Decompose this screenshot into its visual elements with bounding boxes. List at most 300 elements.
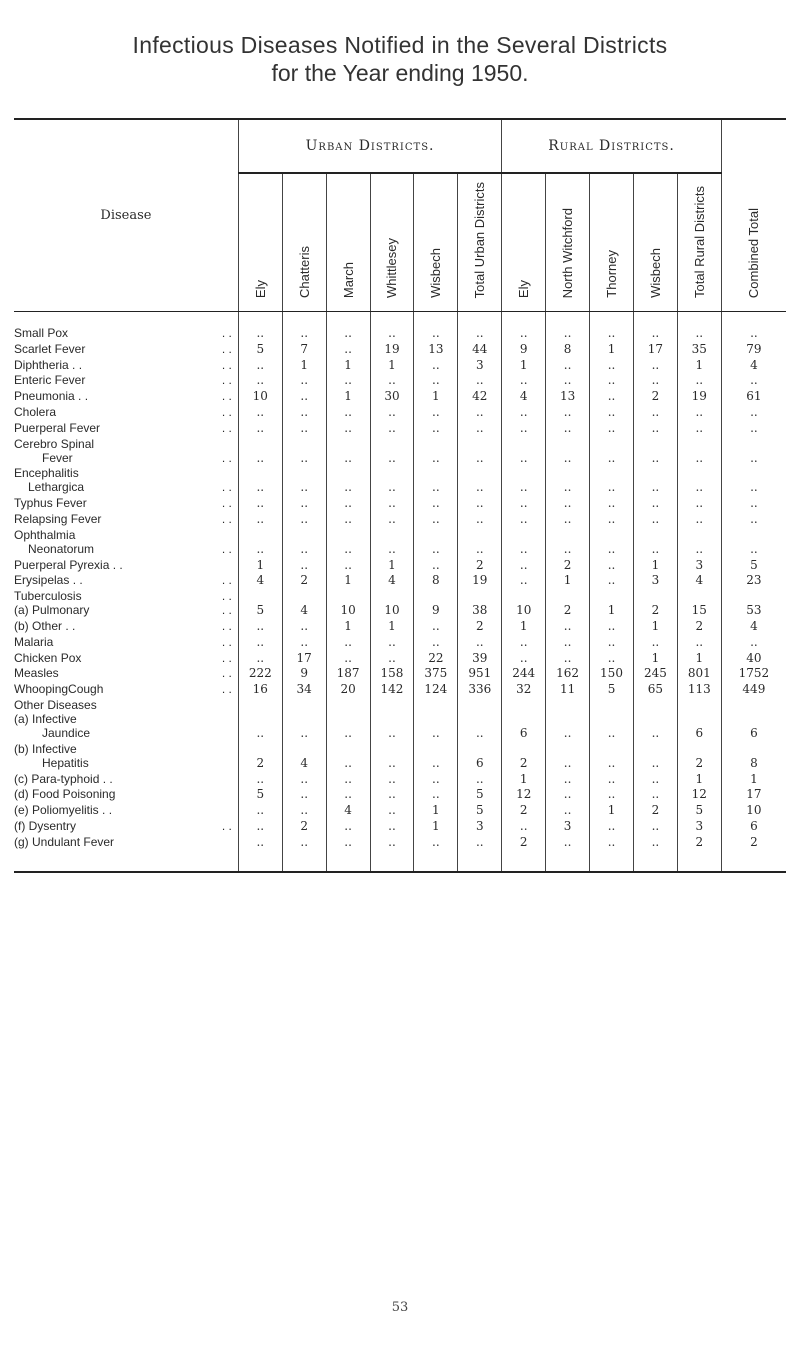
disease-name: (g) Undulant Fever [14, 835, 238, 872]
table-cell: 22 [414, 651, 458, 667]
urban-districts-header: Urban Districts. [238, 119, 501, 173]
table-cell: .. [546, 451, 590, 467]
table-cell: .. [546, 512, 590, 528]
table-cell: 42 [458, 389, 502, 405]
disease-name: . . Measles [14, 666, 238, 682]
table-cell: 34 [282, 682, 326, 698]
table-cell: .. [414, 558, 458, 574]
column-header: Thorney [590, 173, 634, 312]
table-cell: .. [721, 421, 786, 437]
table-cell: 15 [677, 603, 721, 619]
table-cell: .. [590, 619, 634, 635]
dot-leader: . . [221, 357, 232, 372]
table-cell: 375 [414, 666, 458, 682]
table-cell: 245 [633, 666, 677, 682]
table-cell [458, 698, 502, 712]
table-cell [590, 528, 634, 542]
table-row [14, 528, 786, 542]
table-cell: .. [546, 635, 590, 651]
table-cell: 1 [677, 358, 721, 374]
table-cell: 1 [502, 358, 546, 374]
table-cell: .. [633, 756, 677, 772]
table-cell: 1 [502, 772, 546, 788]
table-cell: .. [282, 803, 326, 819]
table-cell: .. [721, 312, 786, 342]
dot-leader: . . [221, 404, 232, 419]
table-cell [282, 698, 326, 712]
table-cell [502, 698, 546, 712]
table-cell: .. [370, 635, 414, 651]
column-header: North Witchford [546, 173, 590, 312]
table-row [14, 496, 786, 512]
table-cell: .. [502, 373, 546, 389]
disease-name: (a) Infective [14, 711, 77, 726]
table-cell: .. [370, 421, 414, 437]
disease-name: . . Fever [14, 451, 238, 467]
column-header: Combined Total [721, 119, 786, 312]
table-cell: .. [590, 373, 634, 389]
table-cell: .. [502, 312, 546, 342]
table-cell: .. [326, 342, 370, 358]
table-cell: .. [546, 312, 590, 342]
dot-leader: . . [221, 666, 232, 681]
table-cell: .. [458, 421, 502, 437]
table-cell: 5 [458, 803, 502, 819]
column-header: March [326, 173, 370, 312]
table-cell [370, 466, 414, 480]
table-cell: .. [238, 421, 282, 437]
table-cell [677, 742, 721, 756]
table-cell: 40 [721, 651, 786, 667]
table-cell: .. [370, 819, 414, 835]
table-cell: .. [326, 512, 370, 528]
table-cell: .. [326, 726, 370, 742]
page-subtitle: for the Year ending 1950. [271, 60, 529, 86]
table-cell [238, 698, 282, 712]
table-cell: 4 [721, 619, 786, 635]
table-cell: .. [238, 651, 282, 667]
dot-leader: . . [221, 541, 232, 556]
table-cell: 17 [633, 342, 677, 358]
table-cell: .. [633, 635, 677, 651]
table-cell: 10 [238, 389, 282, 405]
table-cell: .. [370, 803, 414, 819]
table-cell [414, 437, 458, 451]
table-cell: .. [502, 651, 546, 667]
table-cell: .. [546, 726, 590, 742]
disease-name: . . Scarlet Fever [14, 342, 238, 358]
table-cell [326, 466, 370, 480]
table-cell: .. [502, 819, 546, 835]
table-cell: .. [370, 787, 414, 803]
table-cell: 5 [721, 558, 786, 574]
table-cell: 11 [546, 682, 590, 698]
table-cell [282, 589, 326, 603]
table-row [14, 666, 786, 682]
table-cell: .. [326, 558, 370, 574]
table-cell: .. [238, 726, 282, 742]
table-cell: 1 [326, 358, 370, 374]
table-cell: 8 [546, 342, 590, 358]
table-cell [721, 589, 786, 603]
disease-name: . . Cholera [14, 405, 238, 421]
table-cell: 2 [458, 558, 502, 574]
table-cell: .. [590, 512, 634, 528]
table-cell [590, 712, 634, 726]
table-cell: .. [502, 573, 546, 589]
table-cell: 1 [633, 619, 677, 635]
table-row [14, 619, 786, 635]
table-cell: .. [546, 835, 590, 872]
table-cell [282, 742, 326, 756]
dot-leader: . . [221, 589, 232, 604]
table-cell [282, 437, 326, 451]
table-cell: .. [590, 358, 634, 374]
table-cell: 5 [590, 682, 634, 698]
table-cell: 1 [282, 358, 326, 374]
table-cell [677, 528, 721, 542]
table-cell: .. [546, 803, 590, 819]
table-cell: 1 [546, 573, 590, 589]
dot-leader: . . [221, 389, 232, 404]
table-cell: .. [677, 635, 721, 651]
table-cell: 8 [721, 756, 786, 772]
disease-header: Disease [14, 119, 238, 312]
table-row [14, 512, 786, 528]
table-cell: .. [326, 451, 370, 467]
table-cell: .. [633, 772, 677, 788]
table-cell: 12 [677, 787, 721, 803]
table-cell: 162 [546, 666, 590, 682]
table-cell: .. [721, 451, 786, 467]
table-cell [370, 742, 414, 756]
table-cell: .. [677, 512, 721, 528]
table-cell: 1 [370, 558, 414, 574]
table-cell [677, 712, 721, 726]
table-cell: .. [414, 373, 458, 389]
table-cell: 1 [326, 619, 370, 635]
table-cell: .. [238, 835, 282, 872]
table-cell: .. [326, 772, 370, 788]
table-cell: .. [546, 496, 590, 512]
table-cell [282, 712, 326, 726]
table-row [14, 742, 786, 756]
table-cell: .. [633, 512, 677, 528]
table-cell: 3 [458, 358, 502, 374]
table-cell: .. [590, 726, 634, 742]
table-row [14, 573, 786, 589]
table-cell [677, 437, 721, 451]
table-cell: 38 [458, 603, 502, 619]
table-cell: .. [370, 512, 414, 528]
table-cell: .. [282, 421, 326, 437]
table-cell: .. [458, 496, 502, 512]
table-cell: 6 [721, 726, 786, 742]
column-header: Total Rural Districts [677, 173, 721, 312]
table-cell: .. [502, 421, 546, 437]
table-cell: .. [633, 835, 677, 872]
table-cell: .. [633, 421, 677, 437]
table-cell: .. [677, 421, 721, 437]
table-cell: 3 [677, 819, 721, 835]
table-cell [458, 589, 502, 603]
dot-leader: . . [221, 496, 232, 511]
disease-name: (b) Infective [14, 741, 77, 756]
disease-name: (c) Para-typhoid . . [14, 771, 113, 786]
table-cell: 2 [546, 558, 590, 574]
table-cell: .. [502, 496, 546, 512]
table-cell [414, 466, 458, 480]
dot-leader: . . [221, 450, 232, 465]
disease-name: Jaundice [42, 725, 91, 740]
disease-name: . . (a) Pulmonary [14, 603, 238, 619]
dot-leader: . . [221, 420, 232, 435]
disease-name: . . Small Pox [14, 312, 238, 342]
table-cell: .. [282, 726, 326, 742]
disease-name: . . Relapsing Fever [14, 512, 238, 528]
table-cell: .. [502, 512, 546, 528]
table-cell: 1 [370, 619, 414, 635]
table-cell: .. [282, 558, 326, 574]
table-cell: .. [326, 312, 370, 342]
table-cell: 1 [633, 651, 677, 667]
table-cell: 20 [326, 682, 370, 698]
table-cell [546, 466, 590, 480]
table-row [14, 819, 786, 835]
table-cell: .. [546, 651, 590, 667]
table-cell: 1 [414, 819, 458, 835]
table-row [14, 451, 786, 467]
table-cell: .. [590, 421, 634, 437]
column-header: Total Urban Districts [458, 173, 502, 312]
table-cell [721, 466, 786, 480]
table-cell: .. [458, 405, 502, 421]
table-cell: .. [502, 558, 546, 574]
disease-name: Other Diseases [14, 697, 97, 712]
table-cell: .. [282, 542, 326, 558]
table-cell: 4 [677, 573, 721, 589]
table-cell: .. [633, 480, 677, 496]
table-cell [326, 589, 370, 603]
table-cell: .. [721, 635, 786, 651]
table-cell: .. [238, 373, 282, 389]
table-cell: .. [238, 358, 282, 374]
table-cell: .. [633, 496, 677, 512]
table-cell [326, 698, 370, 712]
table-cell: .. [633, 451, 677, 467]
table-row [14, 835, 786, 872]
table-cell: .. [370, 756, 414, 772]
disease-name: . . Diphtheria . . [14, 358, 238, 374]
table-cell: .. [414, 542, 458, 558]
table-cell: 142 [370, 682, 414, 698]
table-cell [282, 528, 326, 542]
table-cell: .. [326, 651, 370, 667]
disease-name: . . (b) Other . . [14, 619, 238, 635]
table-row [14, 558, 786, 574]
table-cell: .. [590, 756, 634, 772]
table-cell: 2 [677, 756, 721, 772]
table-row [14, 437, 786, 451]
table-cell [721, 742, 786, 756]
table-cell: 2 [633, 389, 677, 405]
table-cell [238, 742, 282, 756]
table-cell [370, 589, 414, 603]
table-cell: .. [282, 405, 326, 421]
table-cell [502, 742, 546, 756]
table-cell: .. [326, 787, 370, 803]
table-cell: .. [721, 542, 786, 558]
table-cell: .. [282, 635, 326, 651]
table-cell: .. [238, 312, 282, 342]
table-row [14, 589, 786, 603]
table-cell: .. [238, 803, 282, 819]
table-cell: .. [414, 835, 458, 872]
disease-name: . . Chicken Pox [14, 651, 238, 667]
table-cell: 4 [238, 573, 282, 589]
table-cell: .. [326, 421, 370, 437]
table-cell: .. [326, 373, 370, 389]
table-cell: .. [414, 496, 458, 512]
dot-leader: . . [221, 618, 232, 633]
table-row [14, 358, 786, 374]
table-cell: 61 [721, 389, 786, 405]
disease-name: . . Malaria [14, 635, 238, 651]
table-cell: 9 [282, 666, 326, 682]
dot-leader: . . [221, 634, 232, 649]
table-cell: 2 [677, 619, 721, 635]
dot-leader: . . [221, 603, 232, 618]
table-cell: .. [282, 772, 326, 788]
table-cell: 1 [721, 772, 786, 788]
table-cell: .. [370, 496, 414, 512]
table-cell: .. [414, 358, 458, 374]
table-row [14, 712, 786, 726]
table-cell [326, 528, 370, 542]
table-cell: 158 [370, 666, 414, 682]
table-cell: 113 [677, 682, 721, 698]
table-cell: .. [677, 542, 721, 558]
disease-name: . . Puerperal Fever [14, 421, 238, 437]
table-cell: 4 [326, 803, 370, 819]
column-header: Wisbech [414, 173, 458, 312]
table-cell: 4 [282, 756, 326, 772]
table-cell [546, 437, 590, 451]
table-cell: .. [633, 542, 677, 558]
table-cell [414, 589, 458, 603]
table-cell: .. [458, 726, 502, 742]
table-cell [721, 437, 786, 451]
table-cell: .. [502, 480, 546, 496]
dot-leader: . . [221, 326, 232, 340]
table-cell: .. [282, 787, 326, 803]
table-cell: 2 [633, 603, 677, 619]
table-cell [326, 712, 370, 726]
table-cell: .. [546, 787, 590, 803]
table-cell: .. [326, 835, 370, 872]
table-cell: 35 [677, 342, 721, 358]
table-cell: 23 [721, 573, 786, 589]
table-cell: .. [677, 480, 721, 496]
disease-name: . . Enteric Fever [14, 373, 238, 389]
table-cell: .. [370, 651, 414, 667]
table-cell: .. [282, 496, 326, 512]
table-cell: .. [721, 496, 786, 512]
table-cell: 19 [370, 342, 414, 358]
table-row [14, 373, 786, 389]
table-cell: .. [546, 480, 590, 496]
table-cell: .. [414, 787, 458, 803]
table-cell: 6 [458, 756, 502, 772]
table-cell: 2 [282, 573, 326, 589]
dot-leader: . . [221, 682, 232, 697]
table-cell: 13 [414, 342, 458, 358]
table-cell: .. [282, 512, 326, 528]
table-cell: .. [677, 405, 721, 421]
table-cell: .. [458, 635, 502, 651]
table-cell: 1752 [721, 666, 786, 682]
dot-leader: . . [221, 650, 232, 665]
table-cell: .. [414, 619, 458, 635]
disease-name: . . (f) Dysentry [14, 819, 238, 835]
table-cell: .. [590, 772, 634, 788]
table-cell: .. [590, 558, 634, 574]
table-cell: .. [502, 635, 546, 651]
table-cell: .. [238, 542, 282, 558]
table-cell: .. [590, 480, 634, 496]
table-cell: 5 [238, 603, 282, 619]
table-cell: .. [590, 312, 634, 342]
disease-name: . . Erysipelas . . [14, 573, 238, 589]
table-row [14, 542, 786, 558]
table-cell: .. [238, 480, 282, 496]
table-cell [721, 528, 786, 542]
table-row [14, 342, 786, 358]
table-cell: 4 [370, 573, 414, 589]
table-cell: .. [590, 835, 634, 872]
disease-name: . . WhoopingCough [14, 682, 238, 698]
table-cell: 10 [370, 603, 414, 619]
table-cell: 1 [677, 651, 721, 667]
table-row [14, 651, 786, 667]
table-cell: 4 [721, 358, 786, 374]
table-cell [238, 712, 282, 726]
table-cell: .. [633, 787, 677, 803]
table-cell: .. [502, 542, 546, 558]
table-cell [370, 437, 414, 451]
table-cell [633, 589, 677, 603]
table-cell: .. [282, 312, 326, 342]
table-row [14, 756, 786, 772]
table-cell: 1 [370, 358, 414, 374]
table-cell: .. [502, 405, 546, 421]
table-cell [414, 712, 458, 726]
table-cell: .. [326, 480, 370, 496]
table-cell: 79 [721, 342, 786, 358]
table-cell: .. [370, 726, 414, 742]
rural-districts-header: Rural Districts. [502, 119, 721, 173]
table-cell: 13 [546, 389, 590, 405]
table-cell: .. [677, 312, 721, 342]
table-cell [590, 437, 634, 451]
table-cell: .. [238, 819, 282, 835]
table-row [14, 480, 786, 496]
table-cell [282, 466, 326, 480]
disease-name: Cerebro Spinal [14, 436, 95, 451]
table-cell [677, 589, 721, 603]
table-cell: .. [546, 421, 590, 437]
table-cell: .. [721, 512, 786, 528]
